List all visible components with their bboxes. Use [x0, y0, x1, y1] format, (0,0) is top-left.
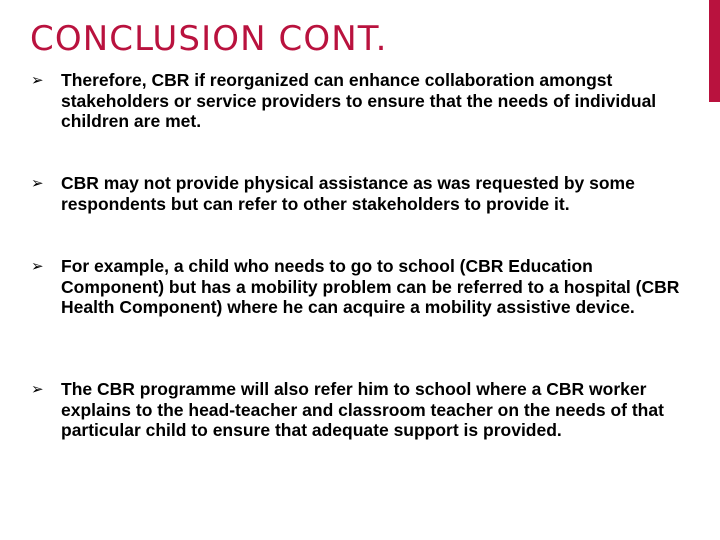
bullet-item-2 — [31, 173, 691, 214]
arrowhead-bullet-icon: ➢ — [31, 380, 44, 398]
bullet-item-4 — [31, 379, 691, 441]
accent-bar — [709, 0, 720, 102]
bullet-item-1 — [31, 70, 691, 132]
arrowhead-bullet-icon: ➢ — [31, 174, 44, 192]
bullet-text: CBR may not provide physical assistance as was requested by some respondents but can refer to other stakeholders to provide it. — [61, 173, 635, 214]
bullet-text: Therefore, CBR if reorganized can enhance collaboration amongst stakeholders or service providers to ensure that the needs of individual children are met. — [61, 70, 657, 131]
arrowhead-bullet-icon: ➢ — [31, 71, 44, 89]
arrowhead-bullet-icon: ➢ — [31, 257, 44, 275]
bullet-item-3 — [31, 256, 691, 318]
slide-title: CONCLUSION CONT. — [30, 19, 388, 59]
bullet-text: The CBR programme will also refer him to school where a CBR worker explains to the head-teacher and classroom teacher on the needs of that particular child to ensure that adequate support is provided. — [61, 379, 664, 440]
bullet-text: For example, a child who needs to go to school (CBR Education Component) but has a mobility problem can be referred to a hospital (CBR Health Component) where he can acquire a mobility assistive device. — [61, 256, 680, 317]
